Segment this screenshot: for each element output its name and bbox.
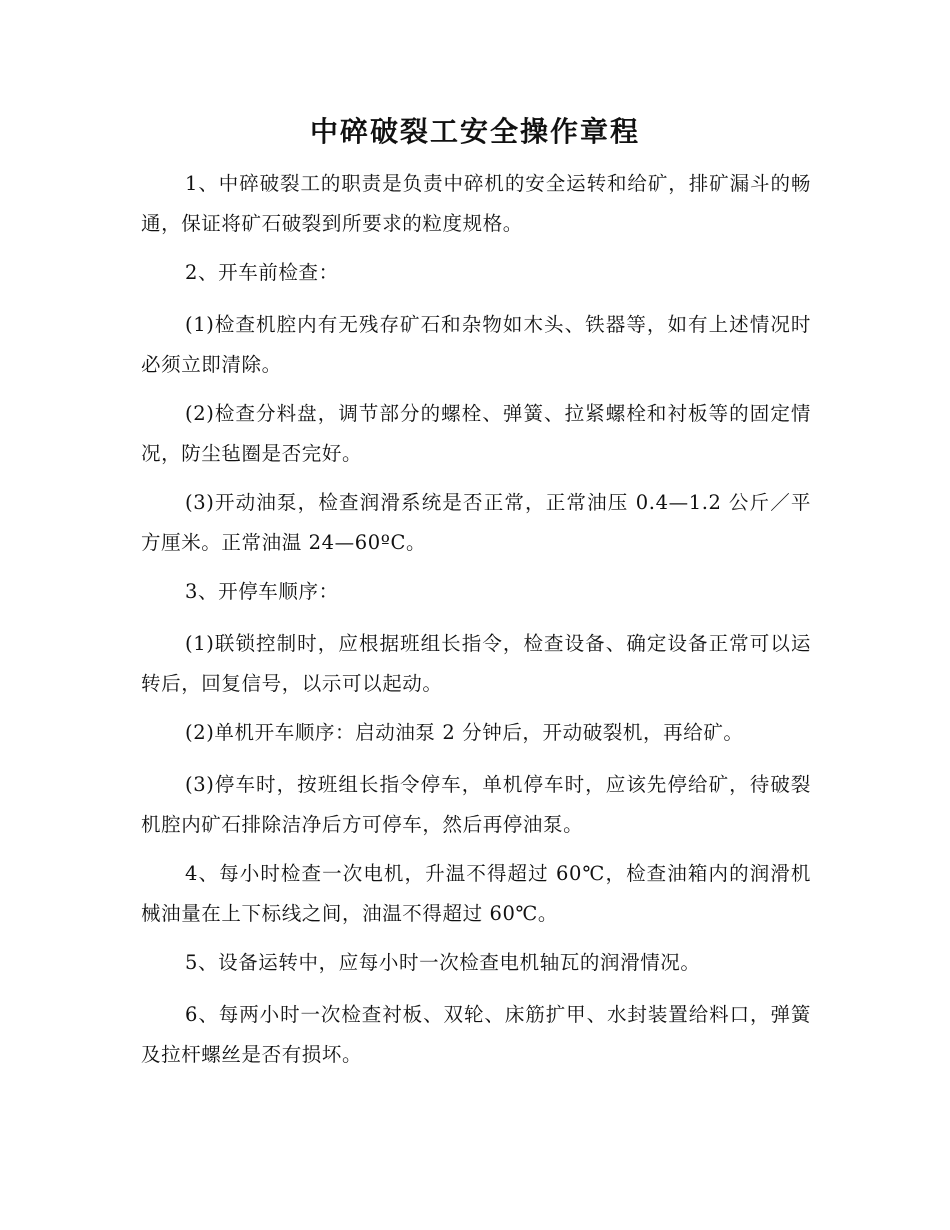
paragraph-6: 3、开停车顺序： [185,580,339,603]
paragraph-11: 5、设备运转中，应每小时一次检查电机轴瓦的润滑情况。 [185,951,701,974]
paragraph-3: (1)检查机腔内有无残存矿石和杂物如木头、铁器等，如有上述情况时必须立即清除。 [141,313,811,376]
paragraph-1: 1、中碎破裂工的职责是负责中碎机的安全运转和给矿，排矿漏斗的畅通，保证将矿石破裂到所要求的粒度规格。 [141,172,811,235]
paragraph-7: (1)联锁控制时，应根据班组长指令，检查设备、确定设备正常可以运转后，回复信号，以示可以起动。 [141,632,811,695]
paragraph-8: (2)单机开车顺序：启动油泵 2 分钟后，开动破裂机，再给矿。 [185,721,744,744]
document-body [141,164,811,1084]
paragraph-4: (2)检查分料盘，调节部分的螺栓、弹簧、拉紧螺栓和衬板等的固定情况，防尘毡圈是否完好。 [141,402,811,465]
paragraph-9: (3)停车时，按班组长指令停车，单机停车时，应该先停给矿，待破裂机腔内矿石排除洁净后方可停车，然后再停油泵。 [141,773,811,836]
paragraph-5: (3)开动油泵，检查润滑系统是否正常，正常油压 0.4—1.2 公斤／平方厘米。正常油温 24—60ºC。 [141,491,811,554]
paragraph-12: 6、每两小时一次检查衬板、双轮、床筋扩甲、水封装置给料口，弹簧及拉杆螺丝是否有损坏。 [141,1003,811,1066]
document-title: 中碎破裂工安全操作章程 [309,115,640,148]
paragraph-10: 4、每小时检查一次电机，升温不得超过 60℃，检查油箱内的润滑机械油量在上下标线之间，油温不得超过 60℃。 [141,862,811,925]
paragraph-2: 2、开车前检查： [185,261,339,284]
